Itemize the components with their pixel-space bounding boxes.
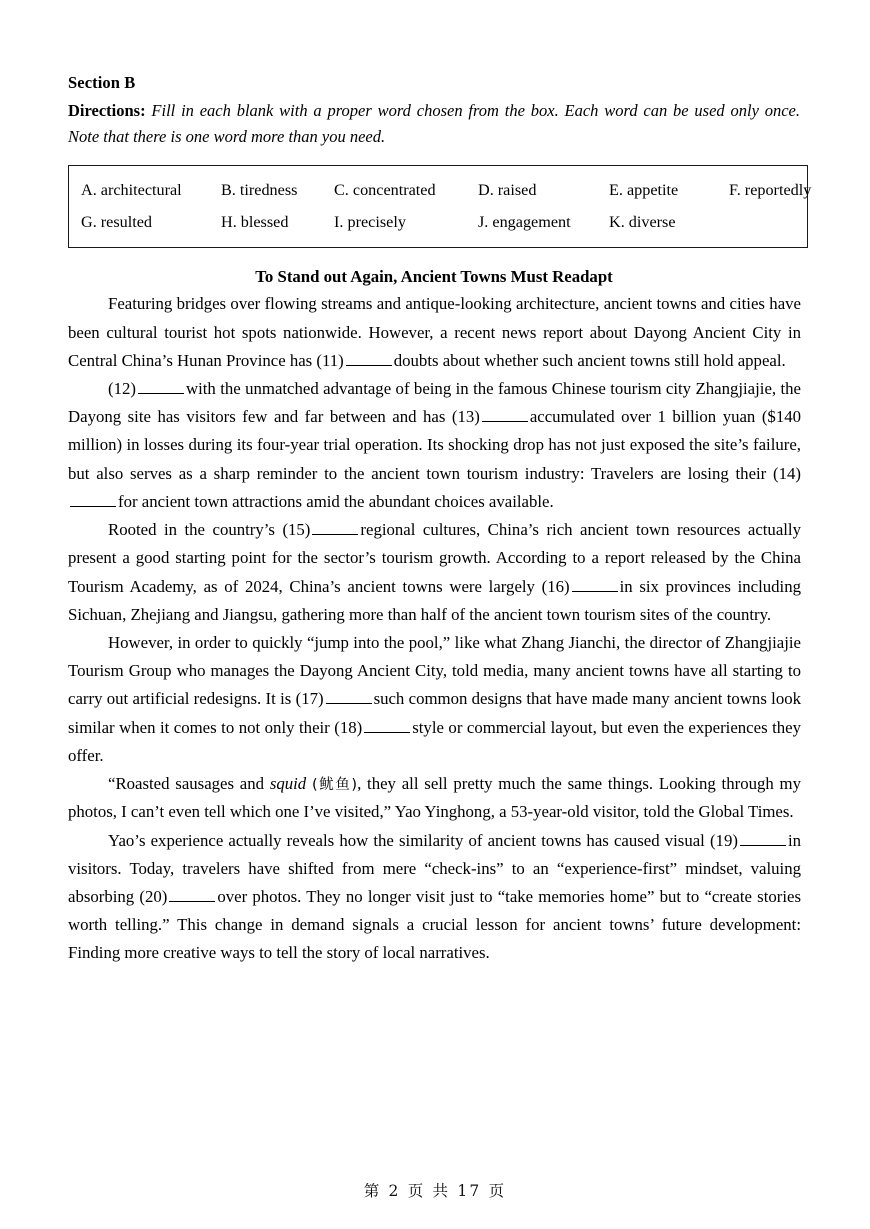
word-option-h: H. blessed [221,212,289,231]
paragraph-5-italic-word: squid [269,774,307,794]
passage-paragraph-6 [68,827,801,968]
paragraph-4-part-c: style or commercial layout, but even the experiences they offer. [68,717,801,765]
paragraph-6-part-a: Yao’s experience actually reveals how the similarity of ancient towns has caused visual (19) [108,830,738,850]
word-option-e: E. appetite [609,181,679,199]
blank-18[interactable] [364,716,410,733]
paragraph-1-part-b: doubts about whether such ancient towns still hold appeal. [393,350,786,370]
paragraph-1-part-a: Featuring bridges over flowing streams and antique-looking architecture, ancient towns and cities have been cultural tourist hot spots nationwide. However, a recent news report about Dayong Ancient City in Central China’s Hunan Province has (11) [68,294,801,370]
blank-17[interactable] [326,687,372,704]
blank-11[interactable] [346,349,392,366]
paragraph-6-part-c: over photos. They no longer visit just to “take memories home” but to “create stories worth telling.” This change in demand signals a crucial lesson for ancient towns’ future development: Finding more creative ways to tell the story of local narratives. [68,886,801,963]
passage-paragraph-3 [68,516,801,629]
blank-15[interactable] [312,518,358,535]
blank-20[interactable] [169,885,215,902]
word-option-d: D. raised [478,181,537,199]
directions-block [68,98,800,151]
word-bank-row-1 [81,175,812,207]
blank-12[interactable] [138,377,184,394]
word-option-j: J. engagement [478,212,571,231]
passage-paragraph-2 [68,375,801,516]
passage-body [68,290,801,967]
paragraph-2-part-c: accumulated over 1 billion yuan ($140 million) in losses during its four-year trial operation. Its shocking drop has not just exposed the site’s failure, but also serves as a sharp reminder to the ancient town tourism industry: Travelers are losing their (14) [68,407,801,483]
passage-paragraph-5 [68,770,801,826]
paragraph-2-part-d: for ancient town attractions amid the abundant choices available. [118,491,554,511]
word-option-c: C. concentrated [334,181,436,199]
paragraph-6-part-b: in visitors. Today, travelers have shifted from mere “check-ins” to an “experience-first” mindset, valuing absorbing (20) [68,830,801,906]
word-option-g: G. resulted [81,212,153,231]
paragraph-5-part-a: “Roasted sausages and [108,774,265,794]
directions-label: Directions: [68,100,146,120]
paragraph-2-part-b: with the unmatched advantage of being in the famous Chinese tourism city Zhangjiajie, the Dayong site has visitors few and far between and has (13) [68,379,801,427]
word-option-b: B. tiredness [221,181,298,199]
blank-14[interactable] [70,490,116,507]
paragraph-3-part-c: in six provinces including Sichuan, Zhejiang and Jiangsu, gathering more than half of the ancient town tourism sites of the country. [68,576,801,624]
directions-text: Fill in each blank with a proper word chosen from the box. Each word can be used only once. Note that there is one word more than you need. [68,100,800,147]
section-heading: Section B [68,73,136,92]
word-option-a: A. architectural [81,181,182,199]
word-option-f: F. reportedly [729,181,812,199]
page-footer: 第 2 页 共 17 页 [363,1182,507,1200]
paragraph-3-part-b: regional cultures, China’s rich ancient town resources actually present a good starting point for the sector’s tourism growth. According to a report released by the China Tourism Academy, as of 2024, China’s ancient towns were largely (16) [68,520,801,596]
blank-19[interactable] [740,829,786,846]
passage-paragraph-1 [68,290,801,375]
word-bank-box [68,165,812,248]
word-option-i: I. precisely [334,212,406,231]
paragraph-5-part-b: , they all sell pretty much the same things. Looking through my photos, I can’t even tell which one I’ve visited,” Yao Yinghong, a 53-year-old visitor, told the Global Times. [68,774,801,822]
paragraph-4-part-a: However, in order to quickly “jump into the pool,” like what Zhang Jianchi, the director of Zhangjiajie Tourism Group who manages the Dayong Ancient City, told media, many ancient towns have all starting to carry out artificial redesigns. It is (17) [68,633,801,709]
paragraph-5-chinese-gloss: (鱿鱼) [312,777,358,794]
paragraph-4-part-b: such common designs that have made many ancient towns look similar when it comes to not only their (18) [68,689,801,737]
word-bank-row-2 [81,207,795,239]
word-option-k: K. diverse [609,212,676,231]
blank-13[interactable] [482,405,528,422]
passage-paragraph-4 [68,629,801,770]
paragraph-3-part-a: Rooted in the country’s (15) [108,520,311,540]
blank-16[interactable] [572,575,618,592]
paragraph-2-part-a: (12) [108,379,136,399]
passage-title: To Stand out Again, Ancient Towns Must Readapt [255,267,613,287]
